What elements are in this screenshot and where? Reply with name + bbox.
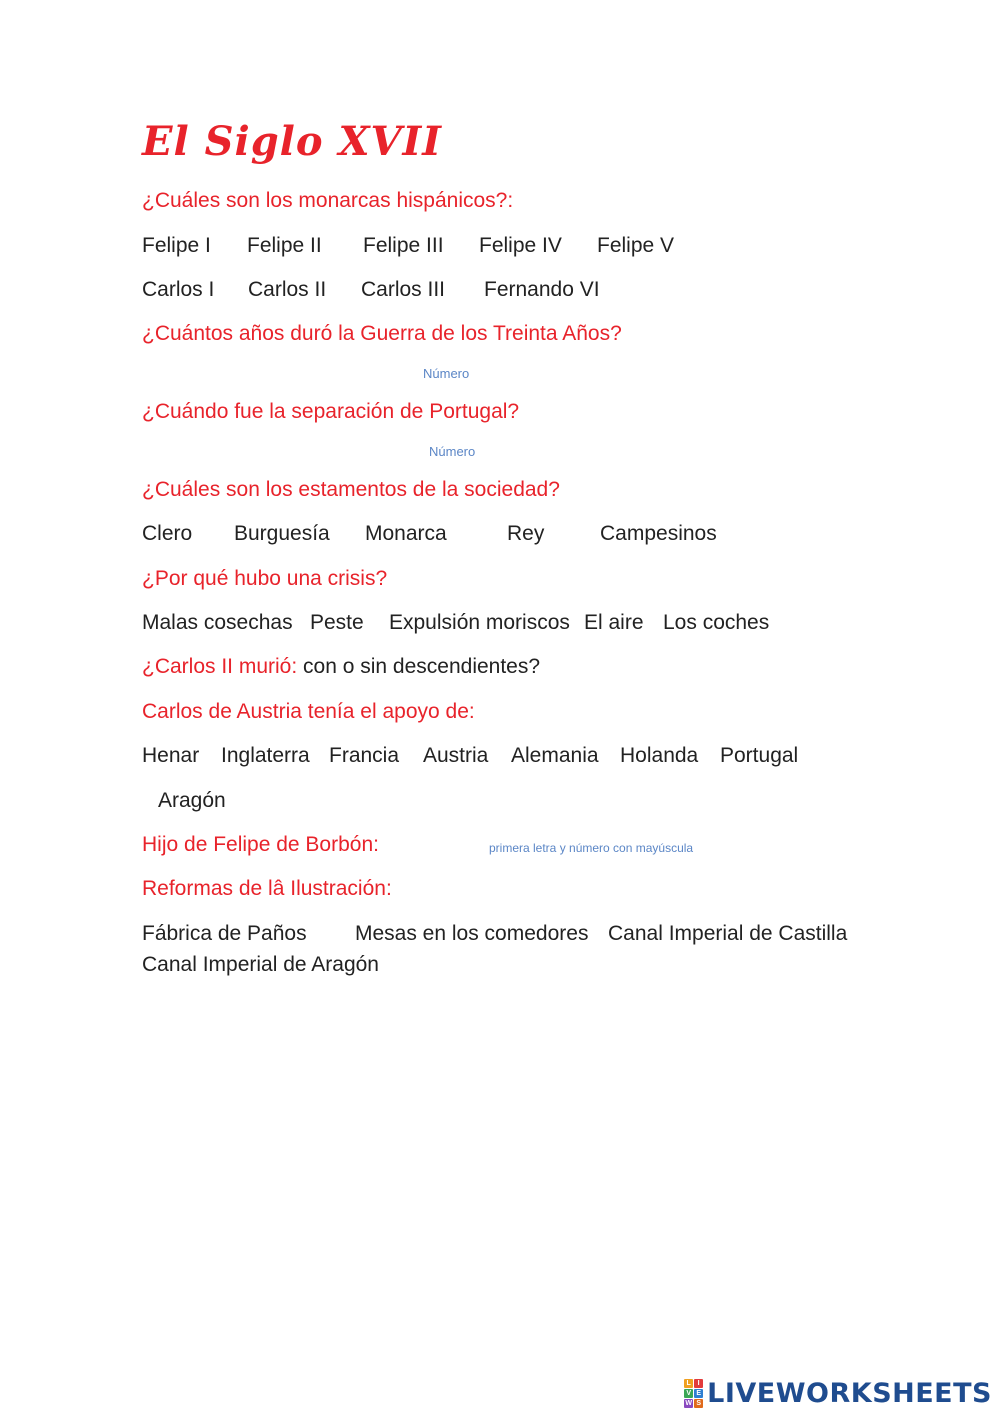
option-inglaterra[interactable]: Inglaterra <box>221 744 310 767</box>
option-portugal[interactable]: Portugal <box>720 744 799 767</box>
option-carlos-iii[interactable]: Carlos III <box>361 278 446 301</box>
option-felipe-iv[interactable]: Felipe IV <box>479 234 562 257</box>
liveworksheets-logo <box>684 1378 992 1409</box>
page-title: El Siglo XVII <box>142 118 442 165</box>
option-mesas-comedores[interactable]: Mesas en los comedores <box>355 922 589 945</box>
option-henar[interactable]: Henar <box>142 744 200 767</box>
dropdown-descendants[interactable]: con o sin descendientes? <box>303 655 541 678</box>
option-fernando-vi[interactable]: Fernando VI <box>484 278 600 301</box>
option-francia[interactable]: Francia <box>329 744 400 767</box>
option-campesinos[interactable]: Campesinos <box>600 522 717 545</box>
option-rey[interactable]: Rey <box>507 522 545 545</box>
logo-badge-icon <box>684 1379 703 1408</box>
option-canal-aragon[interactable]: Canal Imperial de Aragón <box>142 953 379 976</box>
question-felipe-borbon-son: Hijo de Felipe de Borbón: <box>142 833 379 856</box>
question-carlos-austria-support: Carlos de Austria tenía el apoyo de: <box>142 700 475 723</box>
option-fabrica-panos[interactable]: Fábrica de Paños <box>142 922 307 945</box>
option-malas-cosechas[interactable]: Malas cosechas <box>142 611 293 634</box>
badge-letter: I <box>694 1379 703 1388</box>
option-los-coches[interactable]: Los coches <box>663 611 770 634</box>
badge-letter: S <box>694 1399 703 1408</box>
question-enlightenment-reforms: Reformas de lâ Ilustración: <box>142 877 392 900</box>
option-el-aire[interactable]: El aire <box>584 611 644 634</box>
question-crisis: ¿Por qué hubo una crisis? <box>142 567 388 590</box>
badge-letter: E <box>694 1389 703 1398</box>
badge-letter: L <box>684 1379 693 1388</box>
answer-field-years[interactable]: Número <box>423 366 470 381</box>
option-austria[interactable]: Austria <box>423 744 489 767</box>
option-burguesia[interactable]: Burguesía <box>234 522 330 545</box>
option-carlos-ii[interactable]: Carlos II <box>248 278 327 301</box>
question-thirty-years-war: ¿Cuántos años duró la Guerra de los Treinta Años? <box>142 322 622 345</box>
option-peste[interactable]: Peste <box>310 611 364 634</box>
logo-text: LIVEWORKSHEETS <box>707 1378 992 1409</box>
option-felipe-ii[interactable]: Felipe II <box>247 234 322 257</box>
option-holanda[interactable]: Holanda <box>620 744 699 767</box>
option-alemania[interactable]: Alemania <box>511 744 599 767</box>
option-aragon[interactable]: Aragón <box>158 789 226 812</box>
badge-letter: W <box>685 1400 692 1407</box>
question-monarchs: ¿Cuáles son los monarcas hispánicos?: <box>142 189 514 212</box>
badge-letter: V <box>684 1389 693 1398</box>
option-felipe-v[interactable]: Felipe V <box>597 234 675 257</box>
option-expulsion-moriscos[interactable]: Expulsión moriscos <box>389 611 570 634</box>
question-portugal-separation: ¿Cuándo fue la separación de Portugal? <box>142 400 520 423</box>
question-estates: ¿Cuáles son los estamentos de la sociedad? <box>142 478 560 501</box>
option-canal-castilla[interactable]: Canal Imperial de Castilla <box>608 922 848 945</box>
option-felipe-i[interactable]: Felipe I <box>142 234 211 257</box>
question-carlos-ii-death: ¿Carlos II murió: <box>142 655 298 678</box>
answer-field-portugal[interactable]: Número <box>429 444 476 459</box>
option-felipe-iii[interactable]: Felipe III <box>363 234 444 257</box>
option-monarca[interactable]: Monarca <box>365 522 447 545</box>
option-clero[interactable]: Clero <box>142 522 193 545</box>
option-carlos-i[interactable]: Carlos I <box>142 278 215 301</box>
answer-field-son[interactable]: primera letra y número con mayúscula <box>489 841 694 855</box>
